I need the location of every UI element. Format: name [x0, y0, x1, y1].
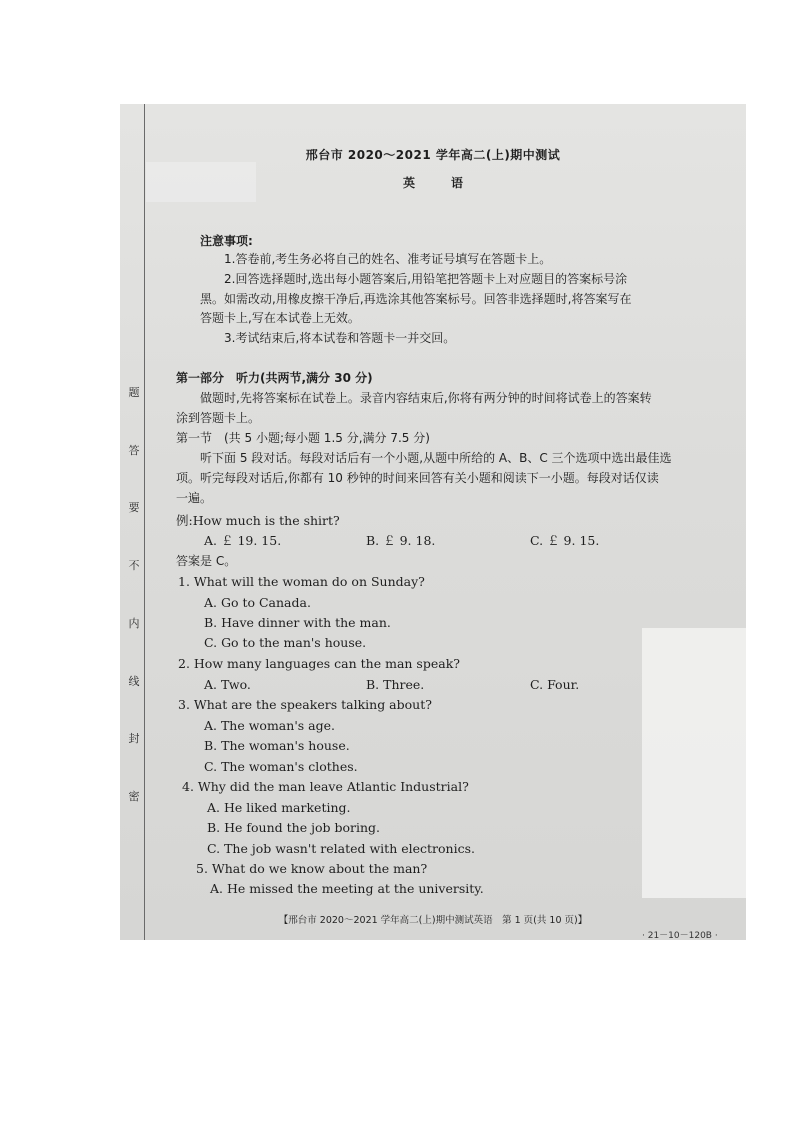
notes-line: 3.考试结束后,将本试卷和答题卡一并交回。 — [224, 331, 456, 345]
part1-intro: 涂到答题卡上。 — [176, 411, 261, 425]
seal-char: 要 — [128, 501, 140, 515]
question-4-option-a: A. He liked marketing. — [207, 800, 351, 815]
notes-line: 黑。如需改动,用橡皮擦干净后,再选涂其他答案标号。回答非选择题时,将答案写在 — [200, 292, 632, 306]
question-2-option-b: B. Three. — [366, 677, 425, 692]
notes-heading: 注意事项: — [200, 234, 253, 248]
seal-line-text — [126, 384, 142, 804]
part1-intro: 做题时,先将答案标在试卷上。录音内容结束后,你将有两分钟的时间将试卷上的答案转 — [200, 391, 652, 405]
paper-code: · 21－10－120B · — [642, 931, 718, 940]
section1-directions: 项。听完每段对话后,你都有 10 秒钟的时间来回答有关小题和阅读下一小题。每段对话仅读 — [176, 471, 659, 485]
seal-char: 答 — [128, 443, 140, 457]
seal-char: 线 — [128, 674, 140, 688]
paper-glare-patch — [642, 628, 746, 898]
question-1-option-c: C. Go to the man's house. — [204, 635, 367, 650]
binding-line — [144, 104, 145, 940]
seal-char: 内 — [128, 616, 140, 630]
question-1: 1. What will the woman do on Sunday? — [178, 574, 425, 589]
example-option-a: A. ￡ 19. 15. — [204, 533, 282, 548]
seal-char: 密 — [128, 789, 140, 803]
exam-subject: 英语 — [402, 176, 499, 190]
exam-page — [120, 104, 746, 940]
example-option-c: C. ￡ 9. 15. — [530, 533, 600, 548]
seal-char: 题 — [128, 386, 140, 399]
notes-line: 答题卡上,写在本试卷上无效。 — [200, 311, 360, 325]
question-5-option-a: A. He missed the meeting at the university. — [210, 881, 484, 896]
seal-char: 封 — [128, 732, 140, 746]
notes-line: 1.答卷前,考生务必将自己的姓名、准考证号填写在答题卡上。 — [224, 252, 552, 266]
question-1-option-a: A. Go to Canada. — [204, 595, 311, 610]
example-option-b: B. ￡ 9. 18. — [366, 533, 436, 548]
section1-directions: 一遍。 — [176, 491, 213, 505]
question-4: 4. Why did the man leave Atlantic Industrial? — [182, 779, 469, 794]
exam-title: 邢台市 2020～2021 学年高二(上)期中测试 — [305, 148, 561, 162]
notes-line: 2.回答选择题时,选出每小题答案后,用铅笔把答题卡上对应题目的答案标号涂 — [224, 272, 628, 286]
question-3-option-b: B. The woman's house. — [204, 738, 350, 753]
seal-char: 不 — [128, 559, 140, 573]
question-2: 2. How many languages can the man speak? — [178, 656, 460, 671]
section1-directions: 听下面 5 段对话。每段对话后有一个小题,从题中所给的 A、B、C 三个选项中选出最佳选 — [200, 451, 672, 465]
example-answer: 答案是 C。 — [176, 554, 237, 568]
question-4-option-b: B. He found the job boring. — [207, 820, 380, 835]
question-3-option-a: A. The woman's age. — [204, 718, 335, 733]
page-footer: 【邢台市 2020～2021 学年高二(上)期中测试英语 第 1 页(共 10 页)】 — [278, 915, 588, 926]
example-question: 例:How much is the shirt? — [176, 513, 340, 528]
question-2-option-a: A. Two. — [204, 677, 251, 692]
part1-heading: 第一部分 听力(共两节,满分 30 分) — [176, 371, 373, 385]
question-2-option-c: C. Four. — [530, 677, 580, 692]
question-4-option-c: C. The job wasn't related with electronics. — [207, 841, 475, 856]
question-1-option-b: B. Have dinner with the man. — [204, 615, 391, 630]
question-3-option-c: C. The woman's clothes. — [204, 759, 358, 774]
question-5: 5. What do we know about the man? — [196, 861, 428, 876]
section1-heading: 第一节 (共 5 小题;每小题 1.5 分,满分 7.5 分) — [176, 431, 430, 445]
question-3: 3. What are the speakers talking about? — [178, 697, 432, 712]
